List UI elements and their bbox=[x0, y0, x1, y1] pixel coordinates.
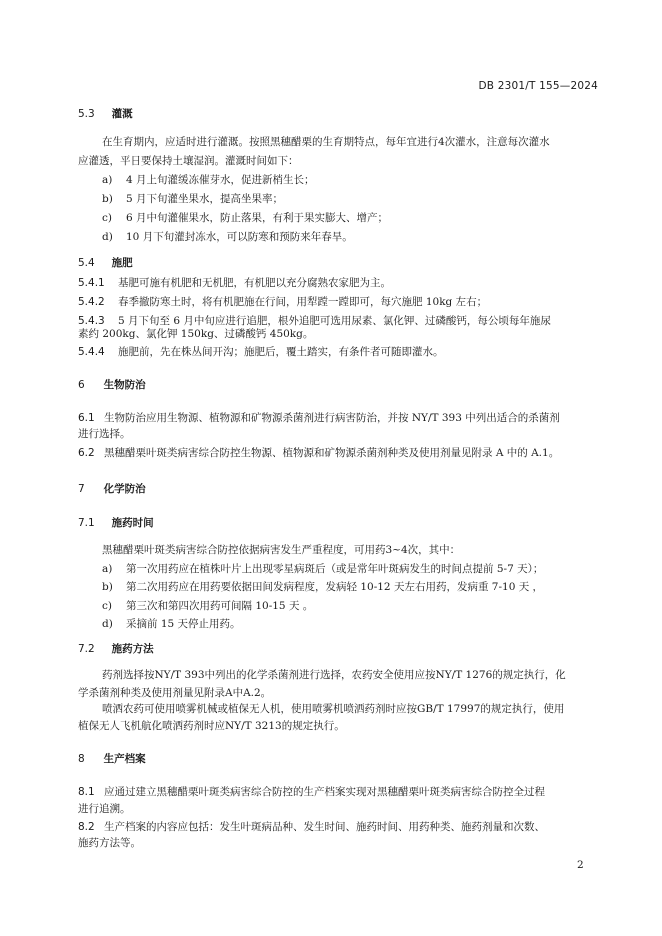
section-7-1-heading bbox=[78, 516, 608, 530]
clause-number: 5.4.4 bbox=[78, 346, 105, 358]
clause-6-1 bbox=[78, 411, 608, 425]
section-number: 6 bbox=[78, 379, 85, 391]
clause-number: 5.4.2 bbox=[78, 296, 105, 308]
clause-text: 黑穗醋栗叶斑类病害综合防控生物源、植物源和矿物源杀菌剂种类及使用剂量见附录 A 中的 A.1。 bbox=[104, 447, 560, 459]
clause-5-4-2 bbox=[78, 295, 608, 309]
paragraph: 在生育期内，应适时进行灌溉。按照黑穗醋栗的生育期特点，每年宜进行4次灌水，注意每次灌水 bbox=[102, 136, 550, 148]
list-marker: d) bbox=[102, 618, 113, 630]
paragraph: 喷洒农药可使用喷雾机械或植保无人机，使用喷雾机喷洒药剂时应按GB/T 17997的规定执行，使用 bbox=[102, 703, 565, 715]
section-title: 施药方法 bbox=[111, 643, 154, 655]
paragraph: 黑穗醋栗叶斑类病害综合防控依据病害发生严重程度，可用药3~4次，其中： bbox=[102, 544, 461, 556]
clause-continuation: 进行选择。 bbox=[78, 428, 131, 440]
section-title: 化学防治 bbox=[103, 483, 146, 495]
section-number: 7 bbox=[78, 483, 85, 495]
paragraph: 植保无人飞机航化喷洒药剂时应NY/T 3213的规定执行。 bbox=[78, 720, 345, 732]
section-number: 5.3 bbox=[78, 108, 95, 120]
section-title: 生物防治 bbox=[103, 379, 146, 391]
document-code-header: DB 2301/T 155—2024 bbox=[478, 80, 598, 92]
list-item: 第三次和第四次用药可间隔 10-15 天 。 bbox=[126, 600, 314, 612]
section-7-heading bbox=[78, 482, 608, 496]
paragraph: 学杀菌剂种类及使用剂量见附录A中A.2。 bbox=[78, 687, 272, 699]
clause-continuation: 施药方法等。 bbox=[78, 837, 141, 849]
clause-text: 施肥前，先在株丛间开沟；施肥后，覆土踏实，有条件者可随即灌水。 bbox=[118, 346, 444, 358]
section-number: 7.2 bbox=[78, 643, 95, 655]
section-number: 7.1 bbox=[78, 517, 95, 529]
section-6-heading bbox=[78, 378, 608, 392]
section-5-3-heading bbox=[78, 107, 608, 121]
clause-text: 应通过建立黑穗醋栗叶斑类病害综合防控的生产档案实现对黑穗醋栗叶斑类病害综合防控全过程 bbox=[104, 786, 545, 798]
clause-number: 6.2 bbox=[78, 447, 95, 459]
section-title: 施肥 bbox=[111, 257, 133, 269]
list-marker: a) bbox=[102, 563, 113, 575]
clause-number: 8.1 bbox=[78, 786, 95, 798]
clause-text: 春季撤防寒土时，将有机肥施在行间，用犁蹚一蹚即可，每穴施肥 10kg 左右； bbox=[118, 296, 488, 308]
list-marker: c) bbox=[102, 212, 112, 224]
clause-continuation: 进行追溯。 bbox=[78, 803, 131, 815]
paragraph: 应灌透，平日要保持土壤湿润。灌溉时间如下： bbox=[78, 155, 299, 167]
clause-5-4-3 bbox=[78, 314, 608, 328]
clause-text: 生物防治应用生物源、植物源和矿物源杀菌剂进行病害防治，并按 NY/T 393 中列出适合的杀菌剂 bbox=[104, 412, 560, 424]
clause-number: 8.2 bbox=[78, 821, 95, 833]
list-marker: b) bbox=[102, 581, 113, 593]
list-marker: a) bbox=[102, 174, 113, 186]
list-item: 5 月下旬灌坐果水，提高坐果率； bbox=[126, 193, 284, 205]
section-number: 5.4 bbox=[78, 257, 95, 269]
section-number: 8 bbox=[78, 753, 85, 765]
section-5-4-heading bbox=[78, 256, 608, 270]
clause-number: 6.1 bbox=[78, 412, 95, 424]
clause-8-1 bbox=[78, 785, 608, 799]
section-8-heading bbox=[78, 752, 608, 766]
section-title: 生产档案 bbox=[103, 753, 146, 765]
list-item: 4 月上旬灌缓冻催芽水，促进新梢生长； bbox=[126, 174, 315, 186]
list-marker: c) bbox=[102, 600, 112, 612]
section-title: 施药时间 bbox=[111, 517, 154, 529]
section-7-2-heading bbox=[78, 642, 608, 656]
list-item: 6 月中旬灌催果水，防止落果，有利于果实膨大、增产； bbox=[126, 212, 389, 224]
clause-text: 5 月下旬至 6 月中旬应进行追肥，根外追肥可选用尿素、氯化钾、过磷酸钙，每公顷每年施尿 bbox=[118, 315, 551, 327]
clause-number: 5.4.3 bbox=[78, 315, 105, 327]
list-item: 采摘前 15 天停止用药。 bbox=[126, 618, 241, 630]
clause-continuation: 素约 200kg、氯化钾 150kg、过磷酸钙 450kg。 bbox=[78, 328, 314, 340]
list-item: 10 月下旬灌封冻水，可以防寒和预防来年春旱。 bbox=[126, 231, 353, 243]
clause-5-4-4 bbox=[78, 345, 608, 359]
clause-5-4-1 bbox=[78, 276, 608, 290]
list-item: 第一次用药应在植株叶片上出现零星病斑后（或是常年叶斑病发生的时间点提前 5-7 天）； bbox=[126, 563, 544, 575]
paragraph: 药剂选择按NY/T 393中列出的化学杀菌剂进行选择，农药安全使用应按NY/T 1276的规定执行，化 bbox=[102, 669, 566, 681]
clause-text: 生产档案的内容应包括：发生叶斑病品种、发生时间、施药时间、用药种类、施药剂量和次数、 bbox=[104, 821, 545, 833]
clause-text: 基肥可施有机肥和无机肥，有机肥以充分腐熟农家肥为主。 bbox=[118, 277, 391, 289]
clause-6-2 bbox=[78, 446, 608, 460]
clause-number: 5.4.1 bbox=[78, 277, 105, 289]
list-marker: b) bbox=[102, 193, 113, 205]
clause-8-2 bbox=[78, 820, 608, 834]
section-title: 灌溉 bbox=[111, 108, 133, 120]
page-number: 2 bbox=[577, 859, 584, 871]
list-marker: d) bbox=[102, 231, 113, 243]
list-item: 第二次用药应在用药要依据田间发病程度，发病轻 10-12 天左右用药，发病重 7-10 天 ， bbox=[126, 581, 544, 593]
